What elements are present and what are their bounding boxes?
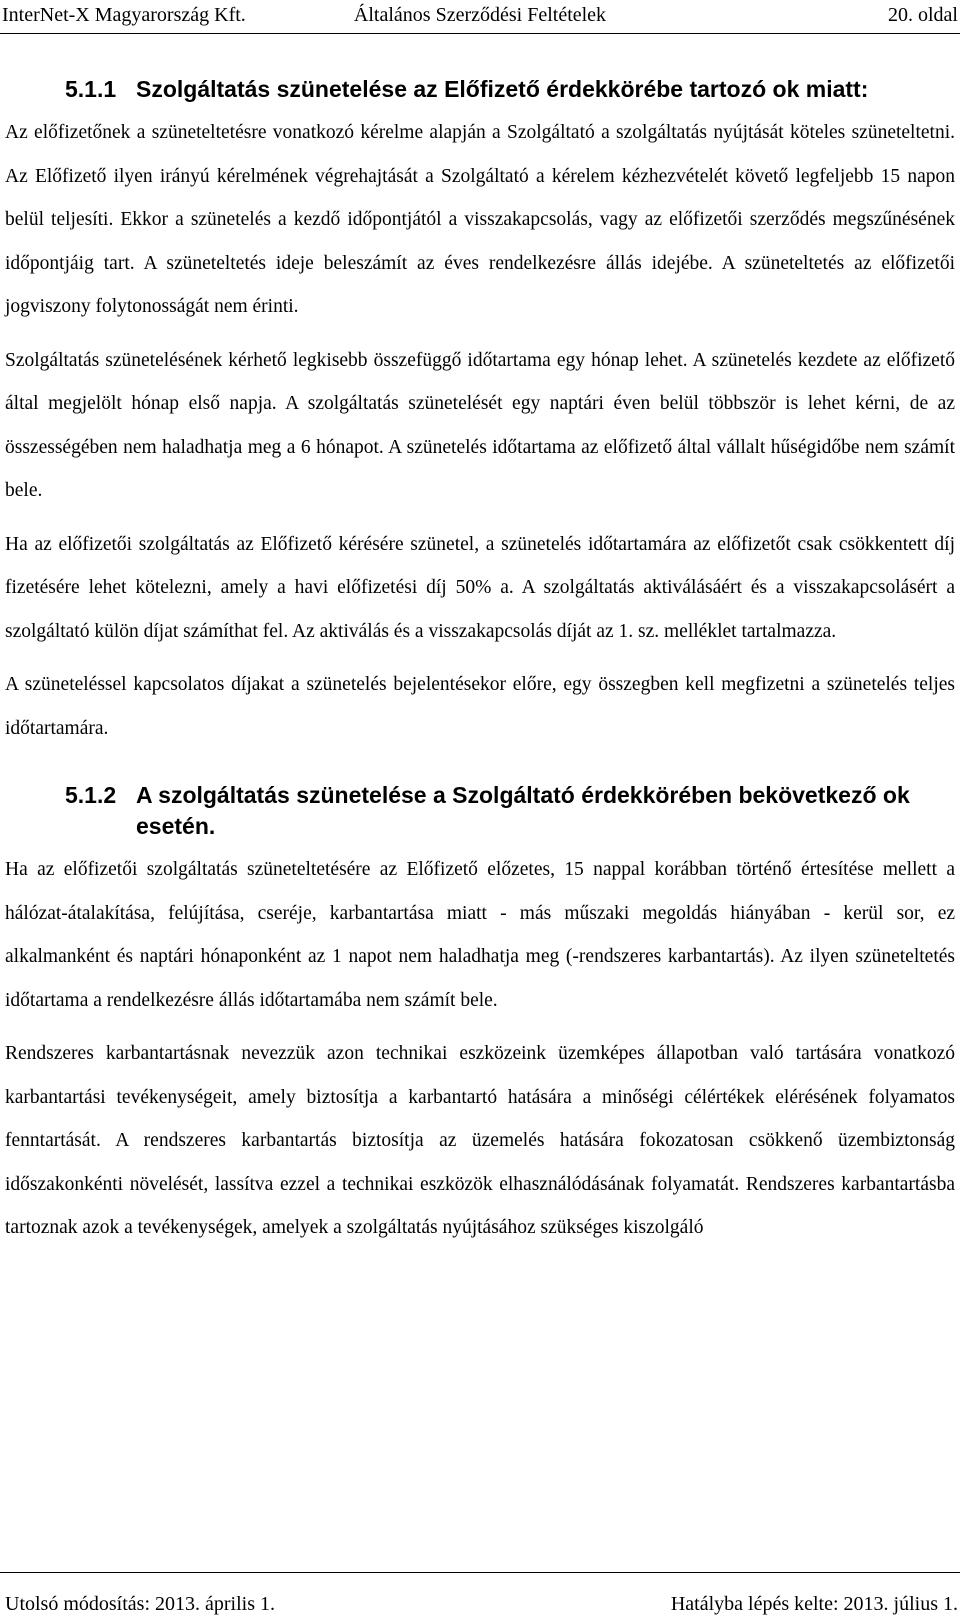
paragraph: Ha az előfizetői szolgáltatás szüneteltetésére az Előfizető előzetes, 15 nappal korábban történő értesítése mellett a hálózat-átalakítása, felújítása, cseréje, karbantartása miatt - más műszaki megoldás hiányában - kerül sor, ez alkalmanként és naptári hónaponként az 1 napot nem haladhatja meg (-rendszeres karbantartás). Az ilyen szüneteltetés időtartama a rendelkezésre állás időtartamába nem számít bele.	[5, 859, 955, 1011]
section-number: 5.1.2	[65, 782, 117, 808]
section-heading-5-1-1	[65, 74, 955, 105]
page-body	[5, 74, 955, 1260]
section-title: Szolgáltatás szünetelése az Előfizető érdekkörébe tartozó ok miatt:	[136, 76, 869, 102]
footer-effective-date: Hatályba lépés kelte: 2013. július 1.	[670, 1593, 958, 1615]
page-header	[0, 0, 960, 34]
paragraph: Az előfizetőnek a szüneteltetésre vonatkozó kérelme alapján a Szolgáltató a szolgáltatás nyújtását köteles szüneteltetni. Az Előfizető ilyen irányú kérelmének végrehajtását a Szolgáltató a kérelem kézhezvételét követő legfeljebb 15 napon belül teljesíti. Ekkor a szünetelés a kezdő időpontjától a visszakapcsolás, vagy az előfizetői szerződés megszűnésének időpontjáig tart. A szüneteltetés ideje beleszámít az éves rendelkezésre állás idejébe. A szüneteltetés az előfizetői jogviszony folytonosságát nem érinti.	[5, 122, 955, 317]
footer-last-modified: Utolsó módosítás: 2013. április 1.	[5, 1593, 275, 1615]
paragraph: Rendszeres karbantartásnak nevezzük azon technikai eszközeink üzemképes állapotban való tartására vonatkozó karbantartási tevékenységeit, amely biztosítja a karbantartó hatására a minőségi célértékek elérésének folyamatos fenntartását. A rendszeres karbantartás biztosítja az üzemelés hatására fokozatosan csökkenő üzembiztonság időszakonkénti növelését, lassítva ezzel a technikai eszközök elhasználódásának folyamatát. Rendszeres karbantartásba tartoznak azok a tevékenységek, amelyek a szolgáltatás nyújtásához szükséges kiszolgáló	[5, 1043, 955, 1238]
section-title: A szolgáltatás szünetelése a Szolgáltató érdekkörében bekövetkező ok esetén.	[136, 782, 910, 839]
header-doc-title: Általános Szerződési Feltételek	[353, 4, 607, 26]
section-heading-5-1-2	[65, 780, 955, 842]
page-footer	[0, 1589, 960, 1619]
section-number: 5.1.1	[65, 76, 117, 102]
paragraph: Szolgáltatás szünetelésének kérhető legkisebb összefüggő időtartama egy hónap lehet. A szünetelés kezdete az előfizető által megjelölt hónap első napja. A szolgáltatás szünetelését egy naptári éven belül többször is lehet kérni, de az összességében nem haladhatja meg a 6 hónapot. A szünetelés időtartama az előfizető által vállalt hűségidőbe nem számít bele.	[5, 349, 955, 501]
paragraph: Ha az előfizetői szolgáltatás az Előfizető kérésére szünetel, a szünetelés időtartamára az előfizetőt csak csökkentett díj fizetésére lehet kötelezni, amely a havi előfizetési díj 50% a. A szolgáltatás aktiválásáért és a visszakapcsolásért a szolgáltató külön díjat számíthat fel. Az aktiválás és a visszakapcsolás díját az 1. sz. melléklet tartalmazza.	[5, 533, 955, 642]
paragraph: A szüneteléssel kapcsolatos díjakat a szünetelés bejelentésekor előre, egy összegben kell megfizetni a szünetelés teljes időtartamára.	[5, 674, 955, 739]
header-page-number: 20. oldal	[888, 4, 958, 26]
header-company: InterNet-X Magyarország Kft.	[2, 4, 246, 26]
header-divider	[0, 33, 960, 34]
footer-divider	[0, 1572, 960, 1573]
